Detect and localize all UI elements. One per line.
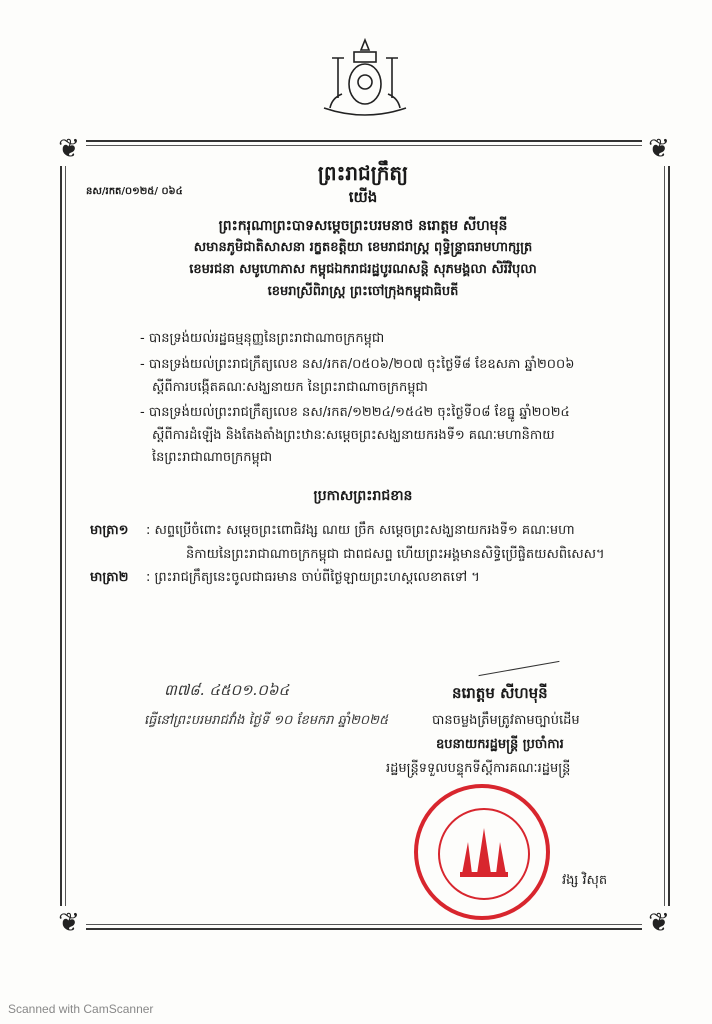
date-line: ធ្វើនៅព្រះបរមរាជវាំង ថ្ងៃទី ១០ ខែមករា ឆ្នាំ២០២៥ <box>144 713 389 728</box>
article-label: មាត្រា១ <box>90 523 129 538</box>
article-text: និកាយនៃព្រះរាជាណាចក្រកម្ពុជា ជាពជសព្ទ ហើយព្រះអង្គមានសិទ្ធិប្រើផ្ចិតយសពិសេស។ <box>186 547 605 562</box>
consideration-item: នៃព្រះរាជាណាចក្រកម្ពុជា <box>152 450 273 465</box>
corner-ornament-icon: ❦ <box>52 906 86 940</box>
scanner-watermark: Scanned with CamScanner <box>8 1002 154 1016</box>
handwritten-registration-number: ៣៧៨. ៤៥០១.០៦៤ <box>164 681 290 699</box>
consideration-item: ស្តីពីការបង្កើតគណៈសង្ឃនាយក នៃព្រះរាជាណាចក្រកម្ពុជា <box>152 380 428 395</box>
countersign-line: បានចម្លងត្រឹមត្រូវតាមច្បាប់ដើម <box>432 713 580 728</box>
corner-ornament-icon: ❦ <box>642 906 676 940</box>
document-title: ព្រះរាជក្រឹត្យ <box>317 161 409 185</box>
article-text: : ព្រះរាជក្រឹត្យនេះចូលជាធរមាន ចាប់ពីថ្ងៃឡាយព្រះហស្តលេខាតទៅ ។ <box>146 570 480 585</box>
official-seal-stamp <box>414 784 550 920</box>
we-heading: យើង <box>348 188 378 206</box>
consideration-item: - បានទ្រង់យល់ព្រះរាជក្រឹត្យលេខ នស/រកត/០៥០៦/២០៧ ចុះថ្ងៃទី៨ ខែឧសភា ឆ្នាំ២០០៦ <box>140 357 575 372</box>
countersigner-name: វង្ស វិសុត <box>562 873 608 888</box>
article-text: : សព្ទប្រើចំពោះ សម្តេចព្រះពោធិវង្ស ណយ ច្រឹក សម្តេចព្រះសង្ឃនាយករងទី១ គណៈមហា <box>146 523 575 538</box>
royal-title-line: ខេមរាស្រីពិរាស្ត្រ ព្រះចៅក្រុងកម្ពុជាធិបតី <box>267 284 459 299</box>
king-name: នរោត្តម សីហមុនី <box>452 684 548 702</box>
corner-ornament-icon: ❦ <box>52 132 86 166</box>
decree-heading: ប្រកាសព្រះរាជខាន <box>313 488 413 504</box>
corner-ornament-icon: ❦ <box>642 132 676 166</box>
royal-emblem <box>318 38 412 118</box>
royal-title-line: សមានភូមិជាតិសាសនា រក្ខតខត្តិយា ខេមរាជរាស្ត្រ ពុទ្ធិន្ទ្រាធរាមហាក្សត្រ <box>193 240 533 255</box>
royal-title-line: ព្រះករុណាព្រះបាទសម្តេចព្រះបរមនាថ នរោត្តម សីហមុនី <box>218 218 508 234</box>
consideration-item: - បានទ្រង់យល់ព្រះរាជក្រឹត្យលេខ នស/រកត/១២២៤/១៥៤២ ចុះថ្ងៃទី០៨ ខែធ្នូ ឆ្នាំ២០២៤ <box>140 405 570 420</box>
countersign-line: រដ្ឋមន្ត្រីទទួលបន្ទុកទីស្តីការគណៈរដ្ឋមន្ត្រី <box>386 761 571 776</box>
consideration-item: ស្តីពីការដំឡើង និងតែងតាំងព្រះឋានៈសម្តេចព្រះសង្ឃនាយករងទី១ គណៈមហានិកាយ <box>152 428 555 443</box>
royal-title-line: ខេមរជនា សមូហោភាស កម្ពុជឯករាជរដ្ឋបូរណសន្តិ សុភមង្គលា សិរីវិបុលា <box>189 262 537 277</box>
consideration-item: - បានទ្រង់យល់រដ្ឋធម្មនុញ្ញនៃព្រះរាជាណាចក្រកម្ពុជា <box>140 331 385 346</box>
article-label: មាត្រា២ <box>90 570 129 585</box>
reference-number: នស/រកត/០១២៥/ ០៦៤ <box>86 186 183 197</box>
countersign-line: ឧបនាយករដ្ឋមន្ត្រី ប្រចាំការ <box>436 737 564 752</box>
